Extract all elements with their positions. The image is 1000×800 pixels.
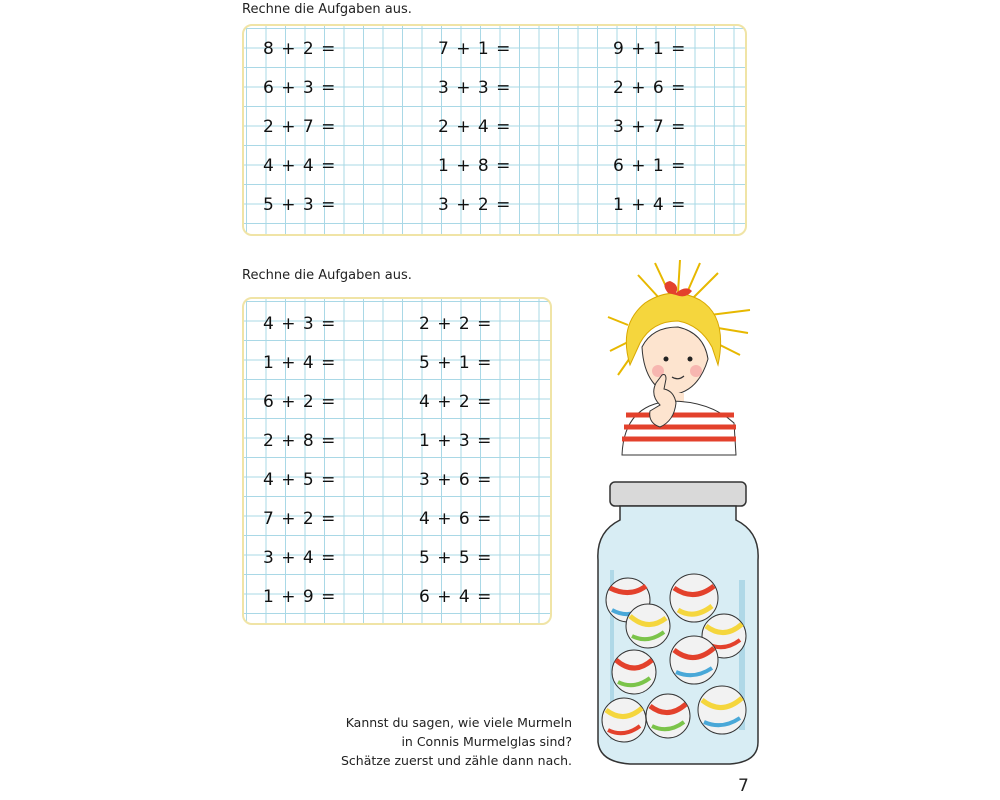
equation: 7 + 2 =	[263, 509, 337, 529]
equation: 2 + 2 =	[419, 314, 493, 334]
equation: 4 + 3 =	[263, 314, 337, 334]
equation: 1 + 4 =	[613, 195, 687, 215]
equation: 3 + 2 =	[438, 195, 512, 215]
question-line-2: in Connis Murmelglas sind?	[401, 734, 572, 749]
instruction-2: Rechne die Aufgaben aus.	[242, 268, 412, 283]
equation: 6 + 1 =	[613, 156, 687, 176]
girl-illustration	[600, 255, 760, 455]
equation: 9 + 1 =	[613, 39, 687, 59]
equation: 1 + 3 =	[419, 431, 493, 451]
equation: 5 + 1 =	[419, 353, 493, 373]
equation: 6 + 4 =	[419, 587, 493, 607]
equation: 3 + 4 =	[263, 548, 337, 568]
equation: 1 + 8 =	[438, 156, 512, 176]
equation: 4 + 6 =	[419, 509, 493, 529]
equation: 7 + 1 =	[438, 39, 512, 59]
marble-jar-illustration	[590, 480, 770, 770]
equation: 8 + 2 =	[263, 39, 337, 59]
equation: 5 + 3 =	[263, 195, 337, 215]
question-line-3: Schätze zuerst und zähle dann nach.	[340, 753, 572, 768]
equation: 4 + 4 =	[263, 156, 337, 176]
equation: 5 + 5 =	[419, 548, 493, 568]
equation: 1 + 4 =	[263, 353, 337, 373]
equation: 4 + 2 =	[419, 392, 493, 412]
equation: 3 + 7 =	[613, 117, 687, 137]
equation: 3 + 6 =	[419, 470, 493, 490]
equation: 4 + 5 =	[263, 470, 337, 490]
equation: 2 + 4 =	[438, 117, 512, 137]
equation: 2 + 7 =	[263, 117, 337, 137]
equation: 2 + 6 =	[613, 78, 687, 98]
equation: 6 + 2 =	[263, 392, 337, 412]
page-number: 7	[738, 776, 749, 796]
question-line-1: Kannst du sagen, wie viele Murmeln	[345, 715, 572, 730]
equation: 1 + 9 =	[263, 587, 337, 607]
equation: 3 + 3 =	[438, 78, 512, 98]
instruction-1: Rechne die Aufgaben aus.	[242, 2, 412, 17]
marble-question	[341, 713, 572, 770]
equation: 2 + 8 =	[263, 431, 337, 451]
math-grid-2	[242, 297, 552, 625]
equation: 6 + 3 =	[263, 78, 337, 98]
